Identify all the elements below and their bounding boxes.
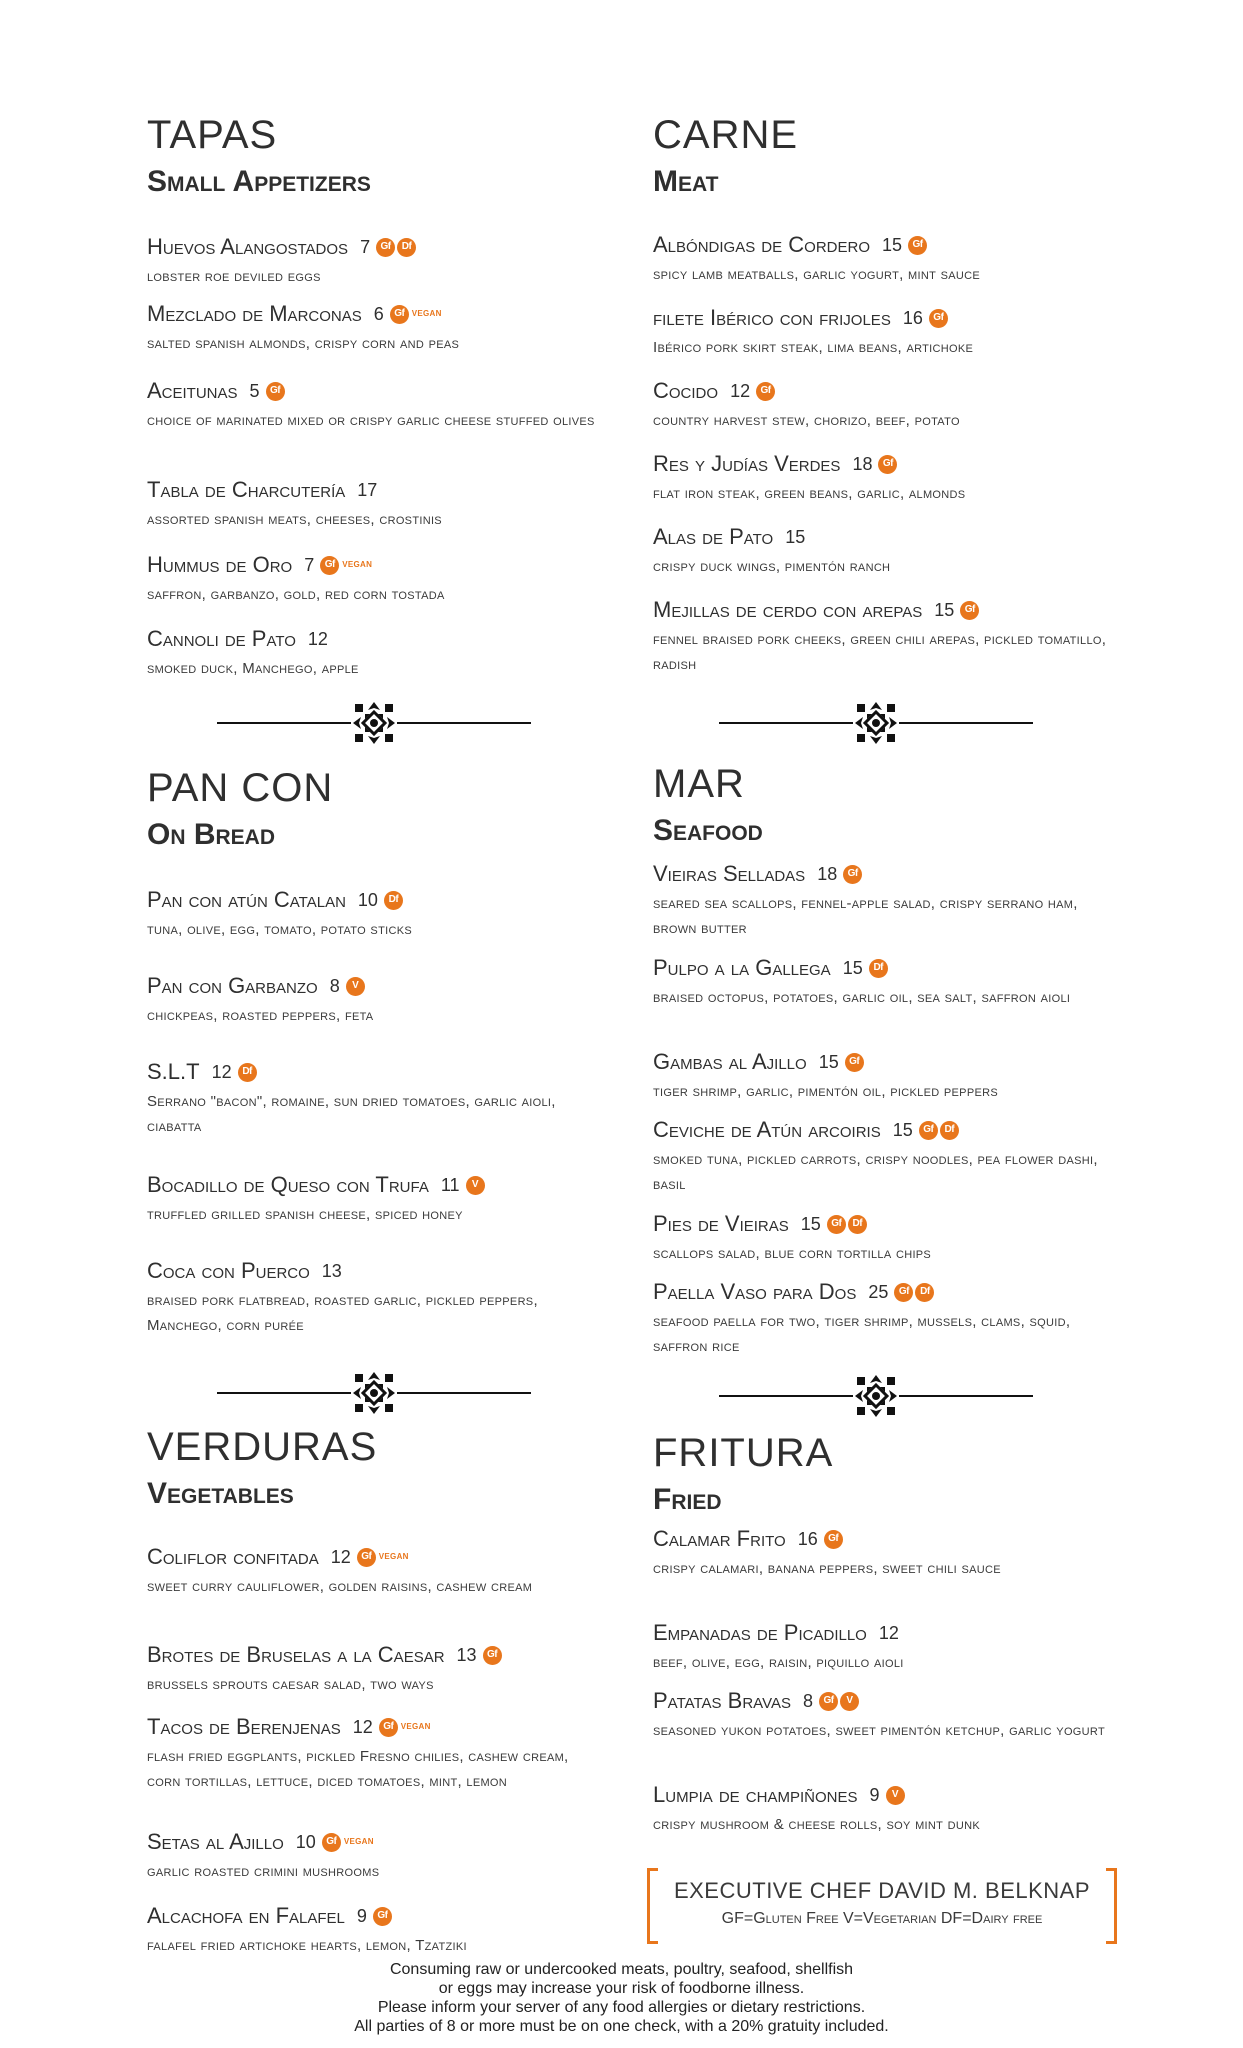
menu-item-price: 8 <box>802 1691 813 1711</box>
menu-item-header <box>147 1171 597 1199</box>
menu-item-price: 13 <box>456 1645 477 1665</box>
menu-item-header <box>147 476 597 504</box>
menu-item-header <box>653 1278 1123 1306</box>
menu-item-description: smoked duck, Manchego, apple <box>147 660 359 677</box>
menu-item-name: Mezclado de Marconas <box>147 301 362 326</box>
chef-legend-box <box>647 1868 1117 1938</box>
section-subtitle: On Bread <box>147 818 276 851</box>
dietary-badge-icon: Gf <box>390 305 409 324</box>
dietary-badges <box>878 455 899 474</box>
menu-item-description: flash fried eggplants, pickled Fresno chilies, cashew cream, corn tortillas, lettuce, diced tomatoes, mint, lemon <box>147 1748 569 1790</box>
dietary-badges <box>824 1530 845 1549</box>
menu-item-price: 17 <box>357 480 378 500</box>
menu-item <box>147 476 597 532</box>
dietary-badges <box>346 977 367 996</box>
menu-item <box>653 1525 1123 1581</box>
dietary-badge-icon: Gf <box>845 1053 864 1072</box>
menu-item-description: crispy mushroom & cheese rolls, soy mint dunk <box>653 1816 980 1833</box>
footer-line: Consuming raw or undercooked meats, poultry, seafood, shellfish <box>389 1961 854 1978</box>
menu-item <box>653 1048 1123 1104</box>
menu-item-header <box>147 1543 597 1571</box>
menu-item-name: Patatas Bravas <box>653 1688 791 1713</box>
menu-item <box>653 1116 1123 1197</box>
dietary-badges <box>373 1907 394 1926</box>
dietary-badge-icon: Gf <box>908 236 927 255</box>
section-divider <box>719 700 1033 746</box>
menu-item-name: Bocadillo de Queso con Trufa <box>147 1172 429 1197</box>
menu-item <box>147 1543 597 1599</box>
dietary-badges <box>466 1176 487 1195</box>
footer-line: or eggs may increase your risk of foodborne illness. <box>438 1980 805 1997</box>
menu-item-name: Pan con atún Catalan <box>147 887 346 912</box>
menu-item-name: Calamar Frito <box>653 1526 786 1551</box>
section-mar <box>653 762 1123 1355</box>
menu-item <box>147 551 597 607</box>
footer-line: All parties of 8 or more must be on one check, with a 20% gratuity included. <box>354 2018 889 2035</box>
menu-item-header <box>147 886 597 914</box>
menu-item <box>653 1687 1123 1743</box>
menu-item-price: 12 <box>211 1062 232 1082</box>
vegan-tag-icon: VEGAN <box>378 1552 409 1561</box>
menu-item-name: S.L.T <box>147 1059 200 1084</box>
dietary-badge-icon: Gf <box>929 309 948 328</box>
ornament-icon <box>853 1373 899 1424</box>
menu-item-header <box>653 304 1123 332</box>
menu-item <box>653 1781 1123 1837</box>
dietary-badge-icon: Gf <box>320 556 339 575</box>
dietary-badges <box>238 1063 259 1082</box>
section-title: FRITURA <box>653 1431 834 1475</box>
dietary-badges <box>919 1121 961 1140</box>
menu-item-name: Albóndigas de Cordero <box>653 232 870 257</box>
left-bracket-icon <box>647 1868 658 1944</box>
menu-item-header <box>147 1641 597 1669</box>
menu-item-price: 12 <box>730 381 751 401</box>
menu-item-name: Ceviche de Atún arcoiris <box>653 1117 881 1142</box>
menu-item <box>653 596 1123 677</box>
menu-item-description: beef, olive, egg, raisin, piquillo aioli <box>653 1654 904 1671</box>
dietary-badge-icon: V <box>466 1176 485 1195</box>
menu-item-description: tiger shrimp, garlic, pimentón oil, pickled peppers <box>653 1083 998 1100</box>
menu-item <box>147 1641 597 1697</box>
menu-item-description: spicy lamb meatballs, garlic yogurt, mint sauce <box>653 266 980 283</box>
menu-item-name: Pies de Vieiras <box>653 1211 789 1236</box>
menu-item-name: Huevos Alangostados <box>147 234 349 259</box>
menu-item-description: crispy calamari, banana peppers, sweet chili sauce <box>653 1560 1001 1577</box>
menu-item-description: sweet curry cauliflower, golden raisins, cashew cream <box>147 1578 533 1595</box>
menu-item-price: 13 <box>321 1261 342 1281</box>
menu-item-header <box>653 450 1123 478</box>
menu-item-description: tuna, olive, egg, tomato, potato sticks <box>147 921 412 938</box>
menu-item-description: truffled grilled spanish cheese, spiced honey <box>147 1206 463 1223</box>
dietary-badges <box>357 1543 409 1571</box>
menu-item-price: 15 <box>882 235 903 255</box>
menu-item <box>653 377 1123 433</box>
menu-item-description: crispy duck wings, pimentón ranch <box>653 558 891 575</box>
section-title: PAN CON <box>147 766 334 810</box>
menu-item <box>147 233 597 289</box>
menu-item-description: seasoned yukon potatoes, sweet pimentón ketchup, garlic yogurt <box>653 1722 1105 1739</box>
menu-item-name: Pulpo a la Gallega <box>653 955 831 980</box>
menu-item-name: Aceitunas <box>147 378 238 403</box>
menu-item-header <box>653 1525 1123 1553</box>
menu-item-price: 12 <box>878 1623 899 1643</box>
dietary-badge-icon: Gf <box>878 455 897 474</box>
dietary-badges <box>379 1713 431 1741</box>
dietary-badges <box>908 236 929 255</box>
menu-item <box>147 1902 597 1958</box>
menu-item-description: garlic roasted crimini mushrooms <box>147 1863 380 1880</box>
menu-item <box>147 1171 597 1227</box>
menu-item-header <box>147 1713 597 1741</box>
menu-item-description: Serrano "bacon", romaine, sun dried tomatoes, garlic aioli, ciabatta <box>147 1093 556 1135</box>
menu-item-description: chickpeas, roasted peppers, feta <box>147 1007 374 1024</box>
menu-item-description: saffron, garbanzo, gold, red corn tostada <box>147 586 445 603</box>
vegan-tag-icon: VEGAN <box>400 1722 431 1731</box>
menu-item-name: Res y Judías Verdes <box>653 451 841 476</box>
menu-item-header <box>147 1902 597 1930</box>
dietary-badges <box>384 891 405 910</box>
menu-item-header <box>147 625 597 653</box>
dietary-badges <box>756 382 777 401</box>
dietary-badge-icon: Gf <box>379 1718 398 1737</box>
menu-item-name: Tacos de Berenjenas <box>147 1714 341 1739</box>
menu-item-name: Setas al Ajillo <box>147 1829 284 1854</box>
dietary-badges <box>320 551 372 579</box>
menu-item-price: 7 <box>360 237 371 257</box>
menu-item-price: 8 <box>329 976 340 996</box>
menu-item-name: Hummus de Oro <box>147 552 293 577</box>
menu-item-description: country harvest stew, chorizo, beef, potato <box>653 412 960 429</box>
right-column <box>653 0 1123 2048</box>
left-column <box>147 0 597 2048</box>
footer-line: Please inform your server of any food allergies or dietary restrictions. <box>377 1999 866 2016</box>
menu-item <box>653 1278 1123 1359</box>
menu-item-header <box>147 1058 597 1086</box>
dietary-badges <box>827 1215 869 1234</box>
dietary-badge-icon: Gf <box>756 382 775 401</box>
dietary-badge-icon: Gf <box>376 238 395 257</box>
footer-disclaimer <box>0 1960 1243 2036</box>
dietary-badges <box>960 601 981 620</box>
menu-item-description: smoked tuna, pickled carrots, crispy noodles, pea flower dashi, basil <box>653 1151 1098 1193</box>
menu-item-price: 15 <box>934 600 955 620</box>
menu-item <box>653 231 1123 287</box>
section-title: TAPAS <box>147 113 278 157</box>
right-bracket-icon <box>1106 1868 1117 1944</box>
menu-item-price: 10 <box>295 1832 316 1852</box>
section-subtitle: Seafood <box>653 814 763 847</box>
menu-item-description: flat iron steak, green beans, garlic, almonds <box>653 485 966 502</box>
menu-item <box>653 523 1123 579</box>
menu-item-header <box>653 377 1123 405</box>
menu-item-header <box>147 233 597 261</box>
section-pan-con <box>147 766 597 1334</box>
menu-item <box>653 1210 1123 1266</box>
menu-item-price: 25 <box>868 1282 889 1302</box>
menu-item-description: fennel braised pork cheeks, green chili arepas, pickled tomatillo, radish <box>653 631 1107 673</box>
menu-item-header <box>653 523 1123 551</box>
menu-item-price: 15 <box>892 1120 913 1140</box>
menu-item-header <box>147 377 597 405</box>
menu-item-name: Coca con Puerco <box>147 1258 310 1283</box>
dietary-badge-icon: V <box>346 977 365 996</box>
dietary-badges <box>483 1646 504 1665</box>
menu-item-header <box>147 1257 597 1285</box>
section-tapas <box>147 113 597 677</box>
menu-item-price: 7 <box>304 555 315 575</box>
menu-item-price: 16 <box>797 1529 818 1549</box>
menu-item-price: 11 <box>440 1175 460 1195</box>
menu-item-name: Cocido <box>653 378 719 403</box>
dietary-badge-icon: Gf <box>819 1692 838 1711</box>
dietary-badges <box>886 1786 907 1805</box>
dietary-badges <box>390 300 442 328</box>
menu-item <box>653 450 1123 506</box>
menu-item-description: falafel fried artichoke hearts, lemon, Tzatziki <box>147 1937 467 1954</box>
vegan-tag-icon: VEGAN <box>343 1837 374 1846</box>
vegan-tag-icon: VEGAN <box>342 560 373 569</box>
menu-item-description: Ibérico pork skirt steak, lima beans, artichoke <box>653 339 974 356</box>
dietary-badge-icon: Gf <box>357 1548 376 1567</box>
dietary-badge-icon: Gf <box>322 1833 341 1852</box>
menu-item-price: 15 <box>818 1052 839 1072</box>
dietary-badge-icon: Df <box>869 959 888 978</box>
menu-item-header <box>147 551 597 579</box>
menu-item-description: seafood paella for two, tiger shrimp, mussels, clams, squid, saffron rice <box>653 1313 1071 1355</box>
dietary-badge-icon: Df <box>384 891 403 910</box>
menu-item-price: 15 <box>785 527 806 547</box>
menu-item <box>653 304 1123 360</box>
menu-item-price: 5 <box>249 381 260 401</box>
ornament-icon <box>351 700 397 751</box>
menu-item <box>147 1828 597 1884</box>
dietary-badges <box>376 238 418 257</box>
menu-item-price: 15 <box>842 958 863 978</box>
menu-item-description: lobster roe deviled eggs <box>147 268 321 285</box>
menu-item-description: choice of marinated mixed or crispy garlic cheese stuffed olives <box>147 412 595 429</box>
menu-item <box>147 1058 597 1139</box>
section-subtitle: Meat <box>653 165 719 198</box>
dietary-badges <box>894 1283 936 1302</box>
dietary-badge-icon: Gf <box>373 1907 392 1926</box>
menu-item-price: 6 <box>373 304 384 324</box>
menu-item <box>147 1713 597 1794</box>
menu-item-name: Mejillas de cerdo con arepas <box>653 597 923 622</box>
menu-item-name: filete Ibérico con frijoles <box>653 305 891 330</box>
menu-item-name: Gambas al Ajillo <box>653 1049 807 1074</box>
menu-item-price: 16 <box>902 308 923 328</box>
dietary-badge-icon: Gf <box>919 1121 938 1140</box>
dietary-badges <box>322 1828 374 1856</box>
menu-item-description: salted spanish almonds, crispy corn and peas <box>147 335 460 352</box>
menu-item-name: Alas de Pato <box>653 524 774 549</box>
menu-item <box>147 886 597 942</box>
menu-item-header <box>653 1116 1123 1144</box>
menu-item-header <box>653 1781 1123 1809</box>
dietary-badges <box>266 382 287 401</box>
menu-item <box>653 860 1123 941</box>
dietary-badges <box>869 959 890 978</box>
menu-item-name: Tabla de Charcutería <box>147 477 346 502</box>
menu-item-price: 12 <box>352 1717 373 1737</box>
section-carne <box>653 113 1123 673</box>
menu-item <box>653 1619 1123 1675</box>
menu-item-header <box>147 972 597 1000</box>
section-fritura <box>653 1431 1123 1833</box>
menu-item-price: 18 <box>817 864 838 884</box>
section-divider <box>719 1373 1033 1419</box>
menu-item-header <box>653 596 1123 624</box>
menu-item-price: 12 <box>307 629 328 649</box>
dietary-badge-icon: Df <box>940 1121 959 1140</box>
menu-item <box>147 972 597 1028</box>
dietary-badges <box>843 865 864 884</box>
menu-item-name: Paella Vaso para Dos <box>653 1279 857 1304</box>
menu-item <box>147 625 597 681</box>
menu-item-name: Alcachofa en Falafel <box>147 1903 345 1928</box>
menu-item-header <box>653 860 1123 888</box>
section-subtitle: Fried <box>653 1483 722 1516</box>
dietary-badge-icon: Df <box>848 1215 867 1234</box>
menu-item-description: brussels sprouts caesar salad, two ways <box>147 1676 434 1693</box>
section-verduras <box>147 1425 597 1954</box>
dietary-badge-icon: Gf <box>827 1215 846 1234</box>
dietary-badges <box>929 309 950 328</box>
menu-item <box>653 954 1123 1010</box>
dietary-badge-icon: V <box>840 1692 859 1711</box>
menu-item-header <box>653 954 1123 982</box>
dietary-badge-icon: Df <box>397 238 416 257</box>
section-title: VERDURAS <box>147 1425 378 1469</box>
dietary-badge-icon: Gf <box>483 1646 502 1665</box>
section-title: CARNE <box>653 113 799 157</box>
menu-item-price: 10 <box>357 890 378 910</box>
menu-item-header <box>147 300 597 328</box>
menu-item-name: Coliflor confitada <box>147 1544 319 1569</box>
menu-item <box>147 300 597 356</box>
menu-item-description: braised octopus, potatoes, garlic oil, sea salt, saffron aioli <box>653 989 1071 1006</box>
section-title: MAR <box>653 762 745 806</box>
dietary-badge-icon: Df <box>238 1063 257 1082</box>
menu-item-price: 9 <box>356 1906 367 1926</box>
dietary-badge-icon: V <box>886 1786 905 1805</box>
menu-item-header <box>653 231 1123 259</box>
dietary-badge-icon: Df <box>915 1283 934 1302</box>
vegan-tag-icon: VEGAN <box>411 309 442 318</box>
menu-item-name: Lumpia de champiñones <box>653 1782 858 1807</box>
menu-item-header <box>653 1619 1123 1647</box>
dietary-badges <box>819 1692 861 1711</box>
menu-item-price: 9 <box>869 1785 880 1805</box>
menu-item-price: 15 <box>800 1214 821 1234</box>
menu-item-price: 12 <box>330 1547 351 1567</box>
menu-item-price: 18 <box>852 454 873 474</box>
menu-item <box>147 1257 597 1338</box>
menu-item-header <box>653 1687 1123 1715</box>
menu-item-header <box>147 1828 597 1856</box>
section-divider <box>217 1370 531 1416</box>
menu-item-description: seared sea scallops, fennel-apple salad, crispy serrano ham, brown butter <box>653 895 1078 937</box>
menu-item-description: scallops salad, blue corn tortilla chips <box>653 1245 932 1262</box>
dietary-badge-icon: Gf <box>266 382 285 401</box>
menu-item-description: assorted spanish meats, cheeses, crostinis <box>147 511 442 528</box>
section-subtitle: Vegetables <box>147 1477 294 1510</box>
dietary-badge-icon: Gf <box>824 1530 843 1549</box>
menu-item-name: Empanadas de Picadillo <box>653 1620 867 1645</box>
chef-name: EXECUTIVE CHEF DAVID M. BELKNAP <box>673 1878 1091 1903</box>
dietary-badge-icon: Gf <box>843 865 862 884</box>
section-subtitle: Small Appetizers <box>147 165 371 198</box>
section-divider <box>217 700 531 746</box>
ornament-icon <box>351 1370 397 1421</box>
dietary-badges <box>845 1053 866 1072</box>
menu-item <box>147 377 597 433</box>
dietary-legend: GF=Gluten Free V=Vegetarian DF=Dairy free <box>721 1910 1043 1927</box>
ornament-icon <box>853 700 899 751</box>
menu-item-header <box>653 1048 1123 1076</box>
menu-item-name: Cannoli de Pato <box>147 626 296 651</box>
menu-item-header <box>653 1210 1123 1238</box>
menu-item-description: braised pork flatbread, roasted garlic, pickled peppers, Manchego, corn purée <box>147 1292 538 1334</box>
dietary-badge-icon: Gf <box>960 601 979 620</box>
menu-item-name: Brotes de Bruselas a la Caesar <box>147 1642 445 1667</box>
menu-item-name: Vieiras Selladas <box>653 861 806 886</box>
dietary-badge-icon: Gf <box>894 1283 913 1302</box>
menu-item-name: Pan con Garbanzo <box>147 973 318 998</box>
